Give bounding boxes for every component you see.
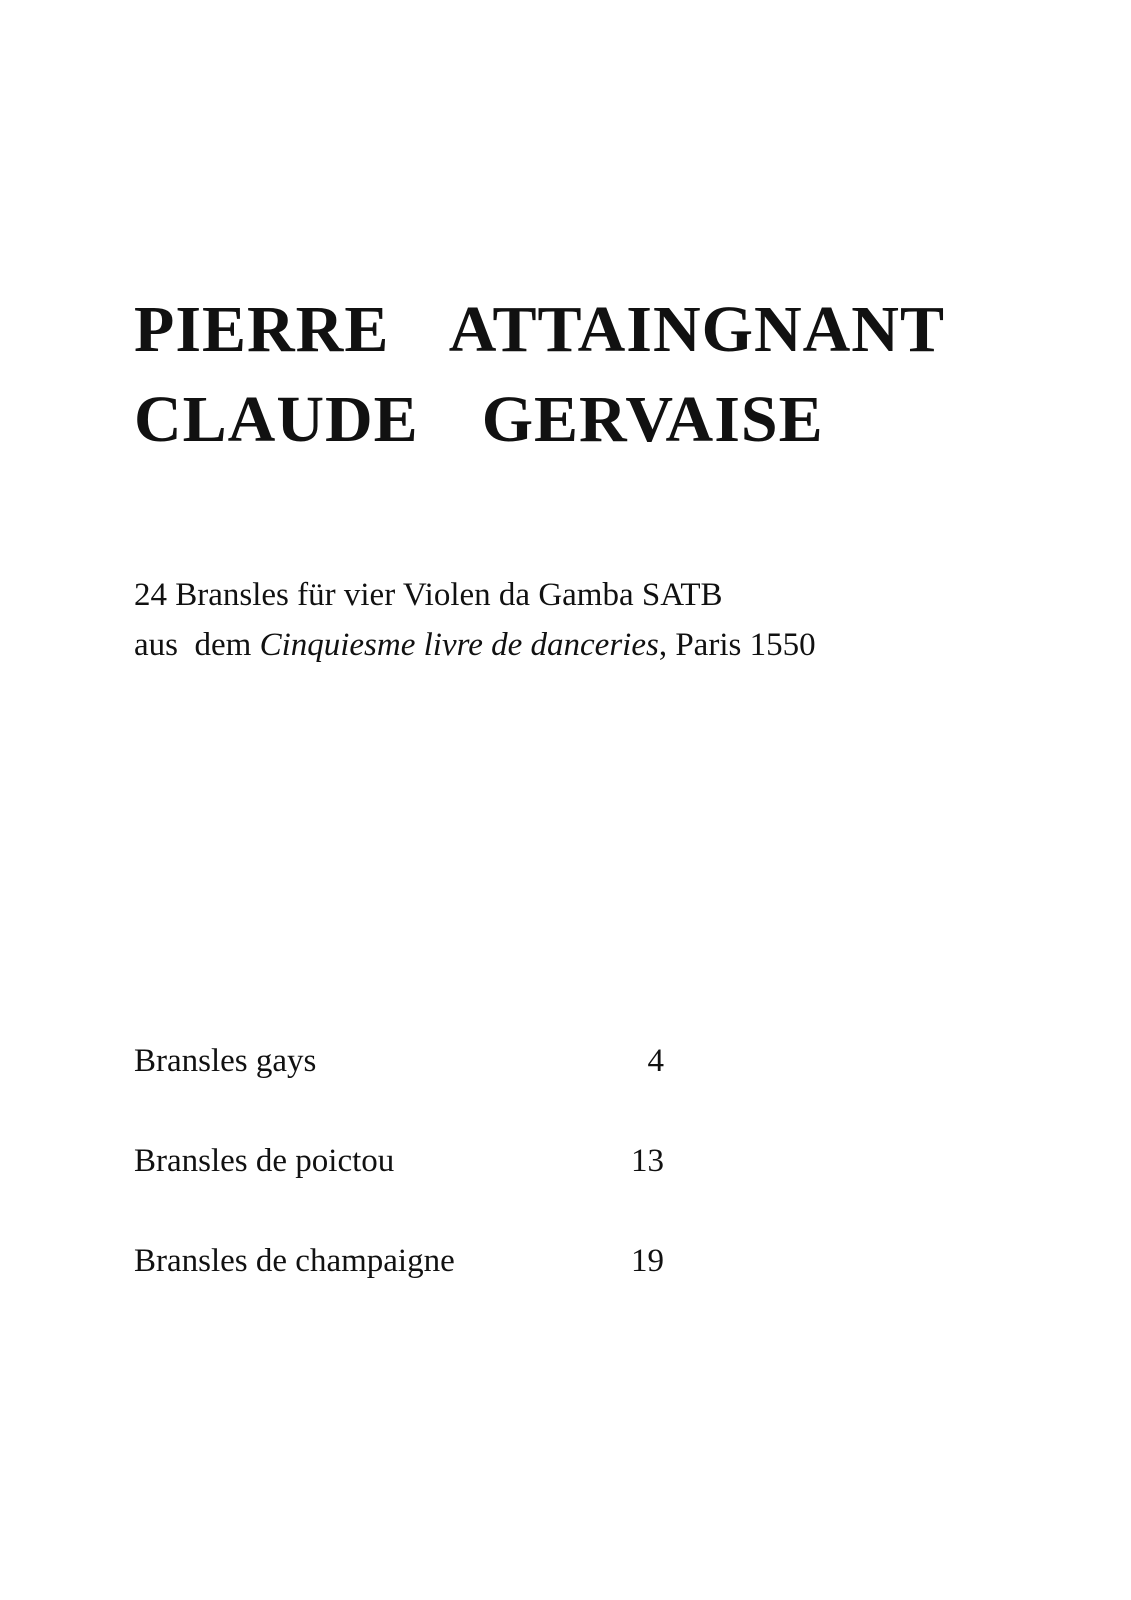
toc-entry-label: Bransles de poictou bbox=[134, 1143, 395, 1179]
toc-entry-page: 13 bbox=[631, 1143, 664, 1179]
title-composer-1: PIERRE ATTAINGNANT bbox=[134, 293, 945, 366]
title-composer-2: CLAUDE GERVAISE bbox=[134, 383, 824, 456]
toc-entry-page: 19 bbox=[631, 1243, 664, 1279]
table-of-contents bbox=[134, 1041, 664, 1341]
subtitle-source-prefix: aus dem bbox=[134, 627, 260, 663]
toc-entry-label: Bransles gays bbox=[134, 1043, 317, 1079]
subtitle-source-title: Cinquiesme livre de danceries bbox=[259, 627, 659, 663]
toc-entry-page: 4 bbox=[647, 1043, 664, 1079]
subtitle-source-suffix: , Paris 1550 bbox=[658, 627, 816, 663]
subtitle-source bbox=[134, 620, 1034, 670]
toc-entry bbox=[134, 1241, 664, 1341]
subtitle-description: 24 Bransles für vier Violen da Gamba SATB bbox=[134, 577, 723, 613]
subtitle-block bbox=[134, 570, 1034, 670]
toc-entry bbox=[134, 1041, 664, 1141]
toc-entry-label: Bransles de champaigne bbox=[134, 1243, 455, 1279]
title-block bbox=[134, 285, 1034, 465]
toc-entry bbox=[134, 1141, 664, 1241]
